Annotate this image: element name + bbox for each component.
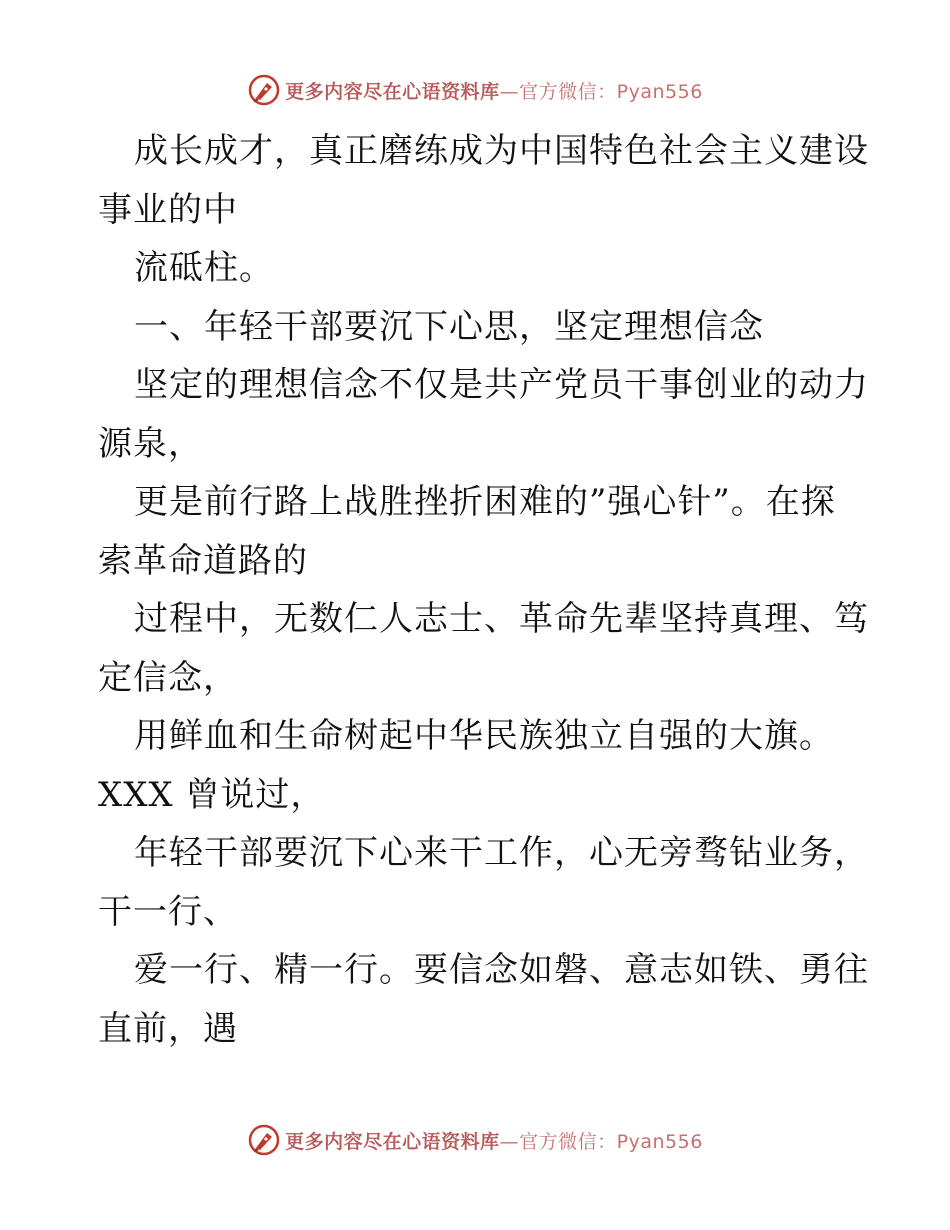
text-line: 索革命道路的 [98,540,308,581]
text-line: 成长成才，真正磨练成为中国特色社会主义建设 [134,131,869,171]
text-line: 源泉， [98,423,203,464]
text-line: 爱一行、精一行。要信念如磐、意志如铁、勇往 [134,950,869,990]
text-line: 事业的中 [98,189,238,230]
pen-nib-logo-icon [247,1123,281,1157]
header-watermark-text: 更多内容尽在心语资料库—官方微信：Pyan556 [285,80,703,103]
text-line: 干一行、 [98,891,238,932]
text-line: 坚定的理想信念不仅是共产党员干事创业的动力 [134,365,869,405]
footer-watermark [0,1120,950,1160]
header-watermark [0,70,950,110]
text-line: 用鲜血和生命树起中华民族独立自强的大旗。 [134,716,834,756]
pen-nib-logo-icon [247,73,281,107]
text-line: 直前，遇 [98,1008,238,1049]
text-line: 定信念， [98,657,238,698]
text-line: 年轻干部要沉下心来干工作，心无旁骛钻业务， [134,833,869,873]
text-line: 过程中，无数仁人志士、革命先辈坚持真理、笃 [134,599,869,639]
document-body [98,122,869,1058]
text-line: 更是前行路上战胜挫折困难的”强心针”。在探 [134,482,836,522]
text-line: 流砥柱。 [134,248,274,288]
section-heading: 一、年轻干部要沉下心思，坚定理想信念 [134,306,764,347]
text-line: XXX 曾说过， [98,774,326,815]
footer-watermark-text: 更多内容尽在心语资料库—官方微信：Pyan556 [285,1130,703,1153]
